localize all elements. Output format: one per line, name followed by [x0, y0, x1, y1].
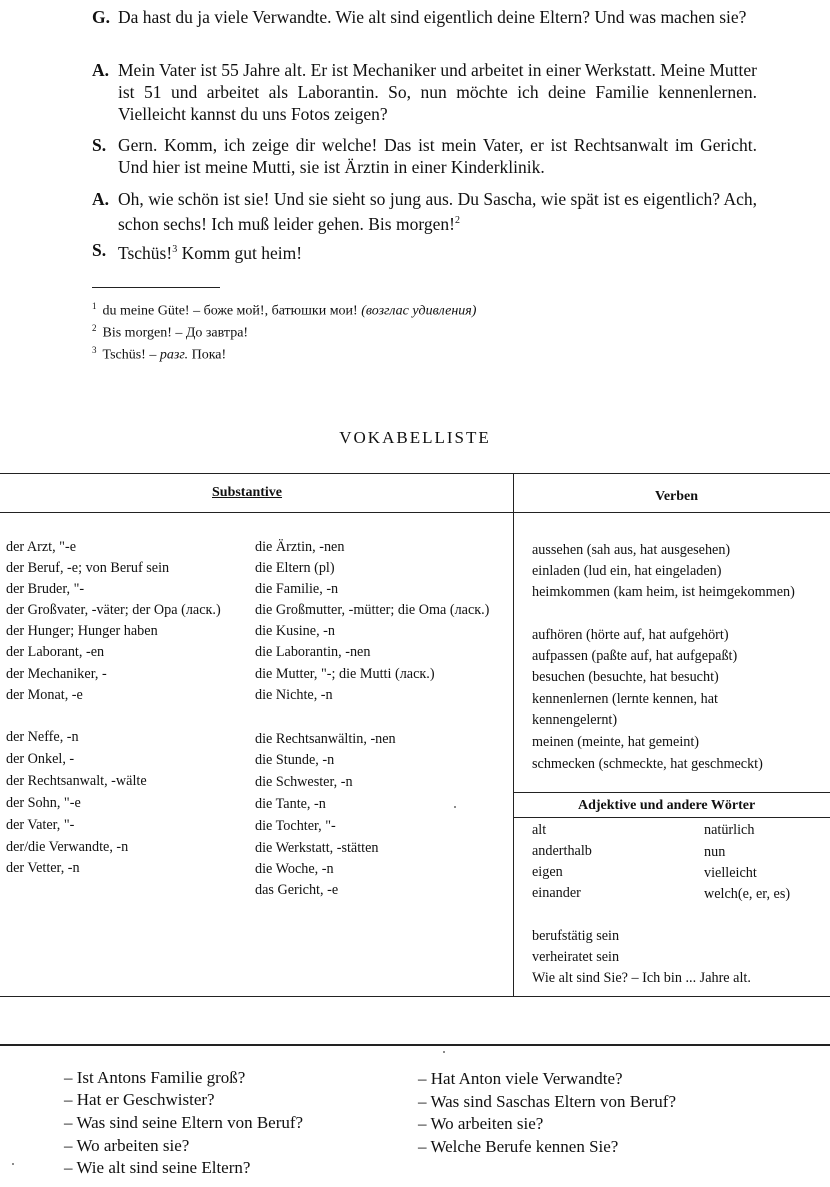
- vocab-item: der Vater, "-: [6, 817, 75, 833]
- vocab-item: die Eltern (pl): [255, 560, 335, 576]
- footnote: [92, 342, 226, 364]
- vocab-item: der Laborant, -en: [6, 644, 105, 660]
- question: – Wie alt sind seine Eltern?: [64, 1158, 251, 1177]
- vocab-item: der Hunger; Hunger haben: [6, 623, 158, 639]
- speaker: S.: [92, 240, 107, 260]
- vocab-item: der Onkel, -: [6, 751, 75, 767]
- verb-item: schmecken (schmeckte, hat geschmeckt): [532, 756, 763, 772]
- vocab-item: der Rechtsanwalt, -wälte: [6, 773, 147, 789]
- vocab-item: die Tochter, "-: [255, 818, 336, 834]
- verb-item: einladen (lud ein, hat eingeladen): [532, 563, 722, 579]
- footnote-rule: [92, 287, 220, 288]
- dialogue-line: [92, 134, 757, 178]
- vocab-item: der Monat, -e: [6, 687, 83, 703]
- verb-item: aussehen (sah aus, hat ausgesehen): [532, 542, 731, 558]
- scan-speck: [443, 1051, 445, 1053]
- footnote-number: 1: [92, 301, 97, 311]
- vocab-item: die Stunde, -n: [255, 752, 335, 768]
- adj-item: vielleicht: [704, 865, 757, 881]
- question: – Was sind seine Eltern von Beruf?: [64, 1113, 304, 1132]
- dialogue-text-wrap: [92, 239, 757, 264]
- header-substantive: Substantive: [212, 485, 283, 500]
- adjektive-header-rule: [513, 817, 830, 818]
- vocab-item: die Schwester, -n: [255, 774, 353, 790]
- footnote-italic: разг.: [159, 347, 189, 363]
- vocab-item: die Ärztin, -nen: [255, 539, 345, 555]
- vocab-item: die Tante, -n: [255, 796, 326, 812]
- vocab-item: der/die Verwandte, -n: [6, 839, 129, 855]
- footnote: [92, 298, 476, 320]
- dialogue-text: Oh, wie schön ist sie! Und sie sieht so jung aus. Du Sascha, wie spät ist es eigentlich? Ach, schon sechs! Ich muß leider gehen. Bis morgen!: [118, 189, 757, 234]
- question: – Hat er Geschwister?: [64, 1090, 215, 1109]
- adj-item: natürlich: [704, 822, 755, 838]
- adj-item: verheiratet sein: [532, 949, 620, 965]
- verb-item: meinen (meinte, hat gemeint): [532, 734, 700, 750]
- vocab-item: das Gericht, -e: [255, 882, 339, 898]
- dialogue-text: Tschüs!: [118, 242, 173, 263]
- table-column-divider: [513, 473, 514, 997]
- footnote-number: 2: [92, 323, 97, 333]
- vocab-item: der Großvater, -väter; der Opa (ласк.): [6, 602, 221, 618]
- question: – Wo arbeiten sie?: [418, 1114, 544, 1133]
- footnote: [92, 320, 248, 342]
- vocab-item: der Beruf, -e; von Beruf sein: [6, 560, 170, 576]
- table-top-rule: [0, 473, 830, 474]
- adjektive-top-rule: [513, 792, 830, 793]
- dialogue-text: Da hast du ja viele Verwandte. Wie alt sind eigentlich deine Eltern? Und was machen sie?: [118, 7, 747, 27]
- footnote-ref: 3: [172, 244, 178, 255]
- header-adjektive: Adjektive und andere Wörter: [578, 798, 756, 813]
- footnote-ref: 2: [454, 215, 460, 226]
- speaker: A.: [92, 189, 110, 209]
- question: – Was sind Saschas Eltern von Beruf?: [418, 1092, 676, 1111]
- footnote-text: Пока!: [191, 347, 227, 363]
- vocab-item: die Familie, -n: [255, 581, 339, 597]
- footnote-text: du meine Güte! – боже мой!, батюшки мои!: [102, 303, 358, 319]
- speaker: S.: [92, 135, 107, 155]
- verb-item: aufhören (hörte auf, hat aufgehört): [532, 627, 729, 643]
- dialogue-text: Komm gut heim!: [181, 242, 303, 263]
- adj-item: alt: [532, 822, 547, 838]
- verb-item: besuchen (besuchte, hat besucht): [532, 669, 719, 685]
- adj-item: welch(e, er, es): [704, 886, 791, 902]
- vocab-item: die Großmutter, -mütter; die Oma (ласк.): [255, 602, 490, 618]
- vocab-title: VOKABELLISTE: [339, 428, 491, 447]
- verb-item: heimkommen (kam heim, ist heimgekommen): [532, 584, 795, 600]
- section-rule: [0, 1044, 830, 1046]
- vocab-item: die Woche, -n: [255, 861, 334, 877]
- verb-item: kennengelernt): [532, 712, 618, 728]
- dialogue-line: [92, 188, 757, 235]
- adj-item: nun: [704, 844, 726, 860]
- adj-item: anderthalb: [532, 843, 592, 859]
- scan-speck: [12, 1163, 14, 1165]
- speaker: G.: [92, 7, 110, 27]
- question: – Wo arbeiten sie?: [64, 1136, 190, 1155]
- adj-item: einander: [532, 885, 581, 901]
- vocab-item: die Mutter, "-; die Mutti (ласк.): [255, 666, 435, 682]
- header-verben: Verben: [655, 489, 699, 504]
- scan-speck: [454, 806, 456, 808]
- question: – Ist Antons Familie groß?: [64, 1068, 246, 1087]
- adj-item: berufstätig sein: [532, 928, 620, 944]
- vocab-item: die Nichte, -n: [255, 687, 333, 703]
- speaker: A.: [92, 60, 110, 80]
- vocab-item: der Neffe, -n: [6, 729, 79, 745]
- dialogue-line: [92, 6, 757, 28]
- adj-item: Wie alt sind Sie? – Ich bin ... Jahre alt.: [532, 970, 751, 986]
- dialogue-line: [92, 239, 757, 264]
- vocab-item: der Sohn, "-e: [6, 795, 81, 811]
- question: – Hat Anton viele Verwandte?: [418, 1069, 623, 1088]
- verb-item: kennenlernen (lernte kennen, hat: [532, 691, 718, 707]
- dialogue-text-wrap: [92, 188, 757, 235]
- vocab-item: der Arzt, "-e: [6, 539, 76, 555]
- vocab-item: der Vetter, -n: [6, 860, 80, 876]
- adj-item: eigen: [532, 864, 563, 880]
- table-bottom-rule: [0, 996, 830, 997]
- vocab-item: die Kusine, -n: [255, 623, 335, 639]
- dialogue-text: Gern. Komm, ich zeige dir welche! Das ist mein Vater, er ist Rechtsanwalt im Gericht. Und hier ist meine Mutti, sie ist Ärztin in einer Kinderklinik.: [118, 135, 757, 177]
- dialogue-line: [92, 59, 757, 125]
- footnote-italic: (возглас удивления): [361, 303, 477, 319]
- dialogue-text: Mein Vater ist 55 Jahre alt. Er ist Mechaniker und arbeitet in einer Werkstatt. Meine Mutter ist 51 und arbeitet als Laborantin. So, nun möchte ich deine Familie kennenlernen. Vielleicht kannst du uns Fotos zeigen?: [118, 60, 757, 124]
- footnote-text: Bis morgen! – До завтра!: [102, 325, 249, 341]
- vocab-item: der Bruder, "-: [6, 581, 85, 597]
- footnote-text: Tschüs! –: [102, 347, 157, 363]
- vocab-item: die Rechtsanwältin, -nen: [255, 731, 396, 747]
- verb-item: aufpassen (paßte auf, hat aufgepaßt): [532, 648, 738, 664]
- table-header-rule: [0, 512, 830, 513]
- question: – Welche Berufe kennen Sie?: [418, 1137, 619, 1156]
- vocab-item: die Werkstatt, -stätten: [255, 840, 379, 856]
- footnote-number: 3: [92, 345, 97, 355]
- vocab-item: der Mechaniker, -: [6, 666, 107, 682]
- vocab-item: die Laborantin, -nen: [255, 644, 371, 660]
